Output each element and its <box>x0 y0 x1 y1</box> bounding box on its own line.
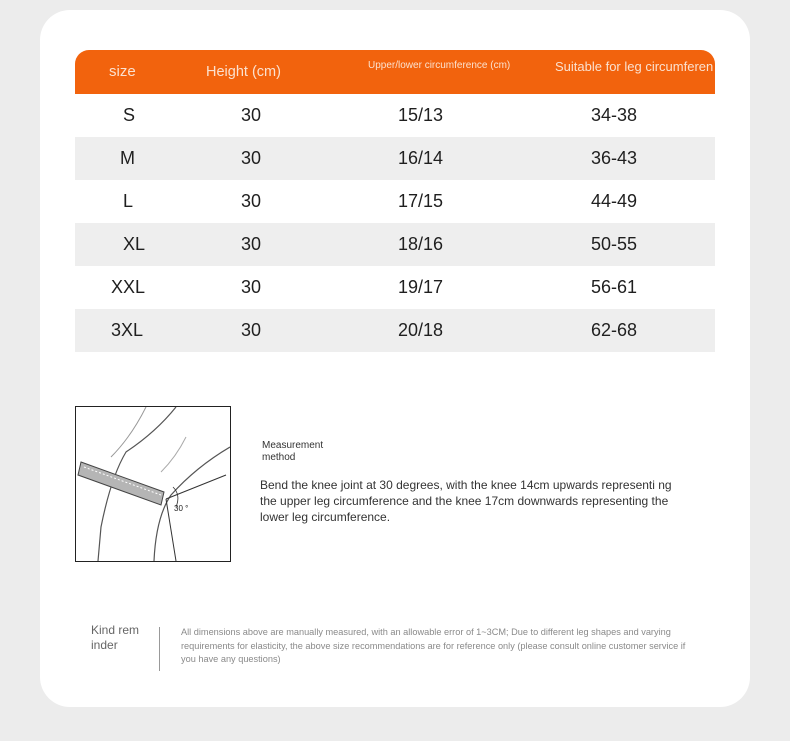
size-chart-table <box>75 50 715 352</box>
table-row <box>75 180 715 223</box>
table-row <box>75 94 715 137</box>
kind-reminder-label: Kind reminder <box>91 623 140 652</box>
cell-leg: 56-61 <box>591 277 638 297</box>
cell-height: 30 <box>241 148 262 168</box>
knee-measurement-illustration <box>75 406 231 562</box>
cell-height: 30 <box>241 234 262 254</box>
cell-size: XXL <box>111 277 146 297</box>
cell-circumference: 15/13 <box>398 105 444 125</box>
header-size: size <box>109 63 136 80</box>
header-circumference: Upper/lower circumference (cm) <box>368 60 511 71</box>
measurement-title: Measurement method <box>262 440 324 463</box>
cell-size: L <box>123 191 134 211</box>
header-height: Height (cm) <box>206 64 281 80</box>
cell-size: S <box>123 105 136 125</box>
table-row <box>75 223 715 266</box>
cell-leg: 50-55 <box>591 234 638 254</box>
header-leg: Suitable for leg circumferen <box>555 59 714 74</box>
table-row <box>75 309 715 352</box>
cell-circumference: 18/16 <box>398 234 444 254</box>
cell-height: 30 <box>241 105 262 125</box>
table-row <box>75 137 715 180</box>
cell-size: M <box>120 148 135 168</box>
table-row <box>75 266 715 309</box>
cell-leg: 44-49 <box>591 191 638 211</box>
cell-leg: 36-43 <box>591 148 638 168</box>
cell-size: 3XL <box>111 320 144 340</box>
cell-height: 30 <box>241 191 262 211</box>
table-header <box>75 50 715 94</box>
cell-circumference: 17/15 <box>398 191 444 211</box>
cell-leg: 34-38 <box>591 105 638 125</box>
measurement-description: Bend the knee joint at 30 degrees, with the knee 14cm upwards representi ng the upper leg circumference and the knee 17cm downwards representing the lower leg circumference. <box>260 478 672 524</box>
cell-height: 30 <box>241 320 262 340</box>
angle-label: 30 ° <box>174 504 189 513</box>
knee-illustration-icon <box>76 407 230 561</box>
reminder-text: All dimensions above are manually measured, with an allowable error of 1~3CM; Due to different leg shapes and varying requirements for elasticity, the above size recommendations are for reference only (please consult online customer service if you have any questions) <box>181 627 686 664</box>
cell-height: 30 <box>241 277 262 297</box>
cell-circumference: 19/17 <box>398 277 444 297</box>
divider <box>159 627 160 671</box>
cell-circumference: 16/14 <box>398 148 444 168</box>
cell-leg: 62-68 <box>591 320 638 340</box>
cell-size: XL <box>123 234 146 254</box>
cell-circumference: 20/18 <box>398 320 444 340</box>
